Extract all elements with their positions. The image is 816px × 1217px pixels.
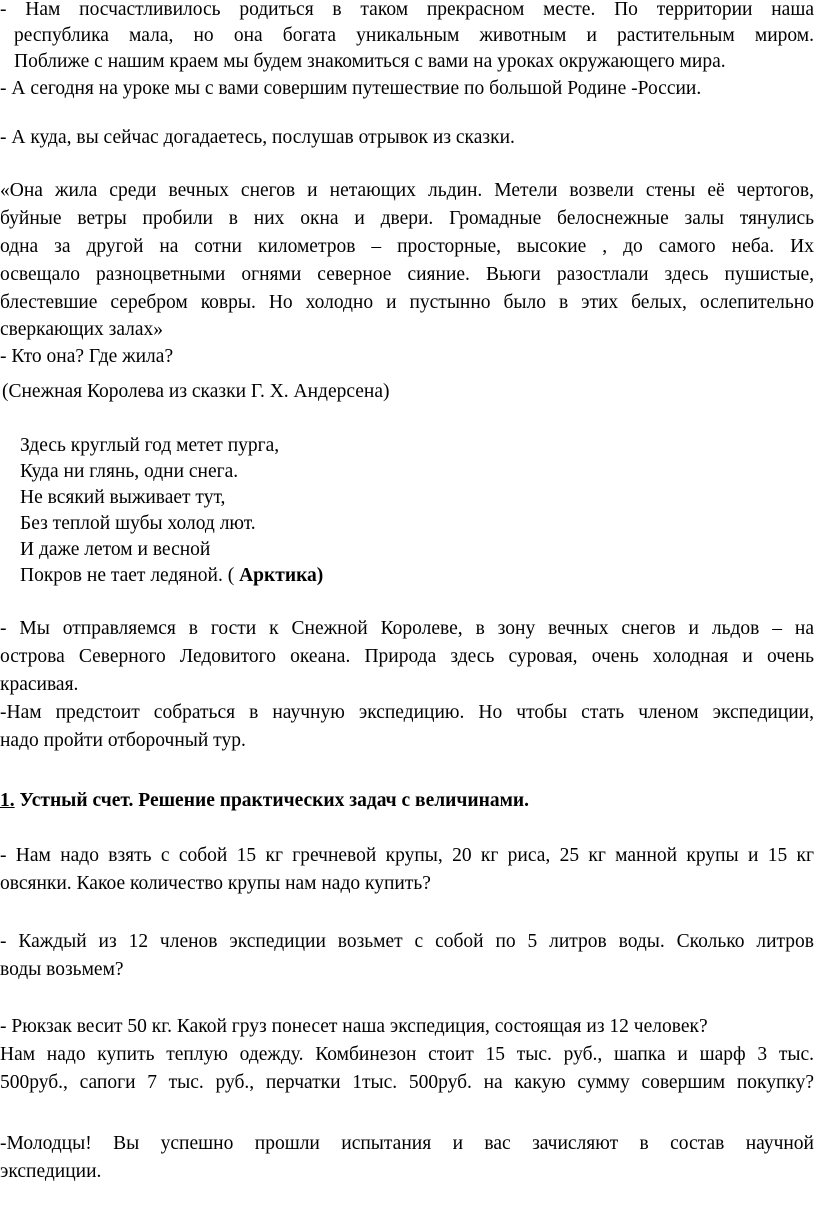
closing-line-2: экспедиции. <box>0 1161 102 1182</box>
task-line-1: - Нам надо взять с собой 15 кг гречневой крупы, 20 кг риса, 25 кг манной крупы и 15 кг <box>0 845 814 866</box>
closing-line-1: -Молодцы! Вы успешно прошли испытания и вас зачисляют в состав научной <box>0 1133 814 1154</box>
poem-last-text: Покров не тает ледяной. ( <box>20 565 240 586</box>
quote-line-6: сверкающих залах» <box>0 319 164 340</box>
poem-answer: Арктика) <box>239 565 324 586</box>
trip-line-4: -Нам предстоит собраться в научную экспедицию. Но чтобы стать членом экспедиции, <box>0 702 814 723</box>
task-line-6: Нам надо купить теплую одежду. Комбинезон стоит 15 тыс. руб., шапка и шарф 3 тыс. <box>0 1044 814 1065</box>
intro-line-3: Поближе с нашим краем мы будем знакомиться с вами на уроках окружающего мира. <box>14 51 726 72</box>
poem-line-5: И даже летом и весной <box>20 539 211 560</box>
trip-line-5: надо пройти отборочный тур. <box>0 730 246 751</box>
poem-line-6 <box>20 563 323 589</box>
quote-line-2: буйные ветры пробили в них окна и двери. Громадные белоснежные залы тянулись <box>0 208 814 229</box>
task-line-5: - Рюкзак весит 50 кг. Какой груз понесет наша экспедиция, состоящая из 12 человек? <box>0 1016 708 1037</box>
trip-line-1: - Мы отправляемся в гости к Снежной Королеве, в зону вечных снегов и льдов – на <box>0 618 814 639</box>
trip-line-3: красивая. <box>0 674 79 695</box>
intro-line-5: - А куда, вы сейчас догадаетесь, послушав отрывок из сказки. <box>0 127 515 148</box>
trip-line-2: острова Северного Ледовитого океана. Природа здесь суровая, очень холодная и очень <box>0 646 814 667</box>
task-line-7: 500руб., сапоги 7 тыс. руб., перчатки 1тыс. 500руб. на какую сумму совершим покупку? <box>0 1072 814 1093</box>
quote-line-4: освещало разноцветными огнями северное сияние. Вьюги разостлали здесь пушистые, <box>0 264 814 285</box>
section-heading <box>0 788 529 814</box>
task-line-2: овсянки. Какое количество крупы нам надо купить? <box>0 873 431 894</box>
poem-line-1: Здесь круглый год метет пурга, <box>20 435 280 456</box>
poem-line-3: Не всякий выживает тут, <box>20 487 226 508</box>
task-line-3: - Каждый из 12 членов экспедиции возьмет с собой по 5 литров воды. Сколько литров <box>0 931 814 952</box>
question: - Кто она? Где жила? <box>0 346 174 367</box>
quote-line-3: одна за другой на сотни километров – просторные, высокие , до самого неба. Их <box>0 236 814 257</box>
quote-line-5: блестевшие серебром ковры. Но холодно и пустынно было в этих белых, ослепительно <box>0 292 814 313</box>
intro-line-1: - Нам посчастливилось родиться в таком прекрасном месте. По территории наша <box>0 0 814 20</box>
section-number: 1. <box>0 790 15 811</box>
intro-line-4: - А сегодня на уроке мы с вами совершим путешествие по большой Родине -России. <box>0 78 702 99</box>
answer: (Снежная Королева из сказки Г. Х. Андерсена) <box>2 381 390 402</box>
poem-line-4: Без теплой шубы холод лют. <box>20 513 256 534</box>
intro-line-2: республика мала, но она богата уникальным животным и растительным миром. <box>14 25 814 46</box>
section-title: Устный счет. Решение практических задач с величинами. <box>14 790 530 811</box>
task-line-4: воды возьмем? <box>0 959 124 980</box>
quote-line-1: «Она жила среди вечных снегов и нетающих льдин. Метели возвели стены её чертогов, <box>0 180 814 201</box>
poem-line-2: Куда ни глянь, одни снега. <box>20 461 239 482</box>
